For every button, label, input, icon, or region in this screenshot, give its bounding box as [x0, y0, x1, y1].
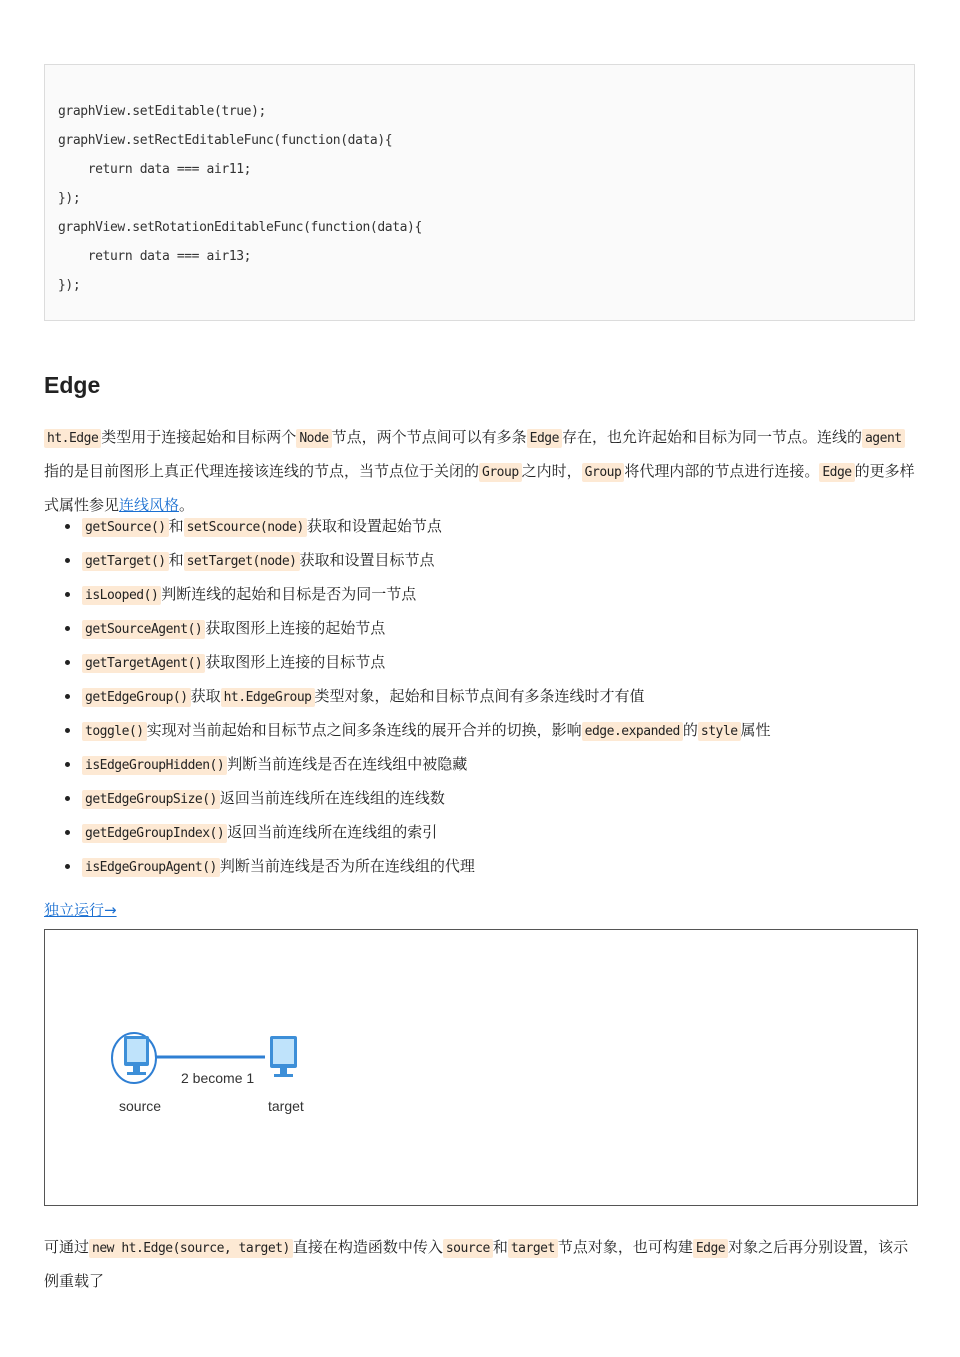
- text: 存在，也允许起始和目标为同一节点。连线的: [561, 428, 862, 446]
- list-item: [82, 544, 942, 578]
- text: 获取和设置起始节点: [306, 517, 442, 535]
- inline-code: source: [443, 1239, 493, 1258]
- inline-code: new ht.Edge(source, target): [89, 1239, 293, 1258]
- inline-code: Node: [296, 429, 331, 448]
- method-code: edge.expanded: [582, 722, 683, 741]
- text: 和: [168, 517, 184, 535]
- text: 的: [682, 721, 698, 739]
- method-code: getEdgeGroupIndex(): [82, 824, 227, 843]
- text: 和: [168, 551, 184, 569]
- source-node[interactable]: [112, 1033, 156, 1083]
- text: 获取图形上连接的起始节点: [205, 619, 386, 637]
- list-item: [82, 714, 942, 748]
- source-label: source: [119, 1098, 162, 1114]
- method-code: isLooped(): [82, 586, 161, 605]
- list-item: [82, 850, 942, 884]
- edge-style-link[interactable]: 连线风格: [119, 496, 180, 514]
- text: 将代理内部的节点进行连接。: [624, 462, 820, 480]
- inline-code: Edge: [819, 463, 854, 482]
- text: 获取: [190, 687, 221, 705]
- list-item: [82, 748, 942, 782]
- code-line: return data === air13;: [58, 249, 252, 264]
- list-item: [82, 816, 942, 850]
- section-title: Edge: [44, 372, 101, 398]
- method-code: isEdgeGroupHidden(): [82, 756, 227, 775]
- text: 直接在构造函数中传入: [292, 1238, 443, 1256]
- method-code: style: [698, 722, 741, 741]
- text: 的更多样式属性参见: [44, 462, 915, 514]
- text: 对象之后再分别设置，该示例重载了: [44, 1238, 909, 1290]
- list-item: [82, 782, 942, 816]
- intro-paragraph: [44, 421, 919, 522]
- method-list: [44, 510, 942, 884]
- text: 获取和设置目标节点: [299, 551, 435, 569]
- method-code: getTargetAgent(): [82, 654, 205, 673]
- inline-code: agent: [862, 429, 905, 448]
- text: 实现对当前起始和目标节点之间多条连线的展开合并的切换，影响: [146, 721, 582, 739]
- list-item: [82, 612, 942, 646]
- list-item: [82, 680, 942, 714]
- inline-code: Edge: [527, 429, 562, 448]
- text: 判断连线的起始和目标是否为同一节点: [161, 585, 417, 603]
- text: 节点，两个节点间可以有多条: [331, 428, 527, 446]
- bottom-paragraph: [44, 1231, 919, 1298]
- method-code: setTarget(node): [184, 552, 300, 571]
- method-code: getEdgeGroupSize(): [82, 790, 220, 809]
- text: 返回当前连线所在连线组的索引: [227, 823, 438, 841]
- text: 和: [492, 1238, 508, 1256]
- demo-canvas[interactable]: [45, 930, 917, 1205]
- code-line: graphView.setRectEditableFunc(function(data){: [58, 133, 393, 148]
- text: 判断当前连线是否为所在连线组的代理: [219, 857, 475, 875]
- run-standalone-link[interactable]: 独立运行→: [44, 901, 117, 919]
- list-item: [82, 510, 942, 544]
- method-code: getSource(): [82, 518, 169, 537]
- inline-code: Group: [479, 463, 522, 482]
- code-line: graphView.setRotationEditableFunc(function(data){: [58, 220, 422, 235]
- method-code: ht.EdgeGroup: [221, 688, 315, 707]
- code-line: });: [58, 191, 81, 206]
- text: 之内时，: [521, 462, 582, 480]
- text: 类型用于连接起始和目标两个: [101, 428, 297, 446]
- text: 判断当前连线是否在连线组中被隐藏: [227, 755, 468, 773]
- code-line: });: [58, 278, 81, 293]
- code-block: [44, 64, 915, 321]
- demo-frame[interactable]: [44, 929, 918, 1206]
- method-code: getSourceAgent(): [82, 620, 205, 639]
- method-code: getEdgeGroup(): [82, 688, 191, 707]
- text: 获取图形上连接的目标节点: [205, 653, 386, 671]
- text: 返回当前连线所在连线组的连线数: [219, 789, 445, 807]
- list-item: [82, 646, 942, 680]
- target-node[interactable]: [270, 1036, 297, 1077]
- inline-code: Group: [582, 463, 625, 482]
- text: 。: [179, 496, 195, 514]
- method-code: toggle(): [82, 722, 147, 741]
- target-label: target: [268, 1098, 304, 1114]
- text: 属性: [740, 721, 771, 739]
- text: 类型对象，起始和目标节点间有多条连线时才有值: [314, 687, 645, 705]
- method-code: getTarget(): [82, 552, 169, 571]
- code-line: graphView.setEditable(true);: [58, 104, 266, 119]
- inline-code: ht.Edge: [44, 429, 101, 448]
- edge-label: 2 become 1: [181, 1070, 255, 1086]
- method-code: setScource(node): [184, 518, 307, 537]
- inline-code: Edge: [693, 1239, 728, 1258]
- inline-code: target: [508, 1239, 558, 1258]
- text: 节点对象，也可构建: [557, 1238, 693, 1256]
- text: 可通过: [44, 1238, 90, 1256]
- method-code: isEdgeGroupAgent(): [82, 858, 220, 877]
- text: 指的是目前图形上真正代理连接该连线的节点，当节点位于关闭的: [44, 462, 480, 480]
- list-item: [82, 578, 942, 612]
- code-line: return data === air11;: [58, 162, 252, 177]
